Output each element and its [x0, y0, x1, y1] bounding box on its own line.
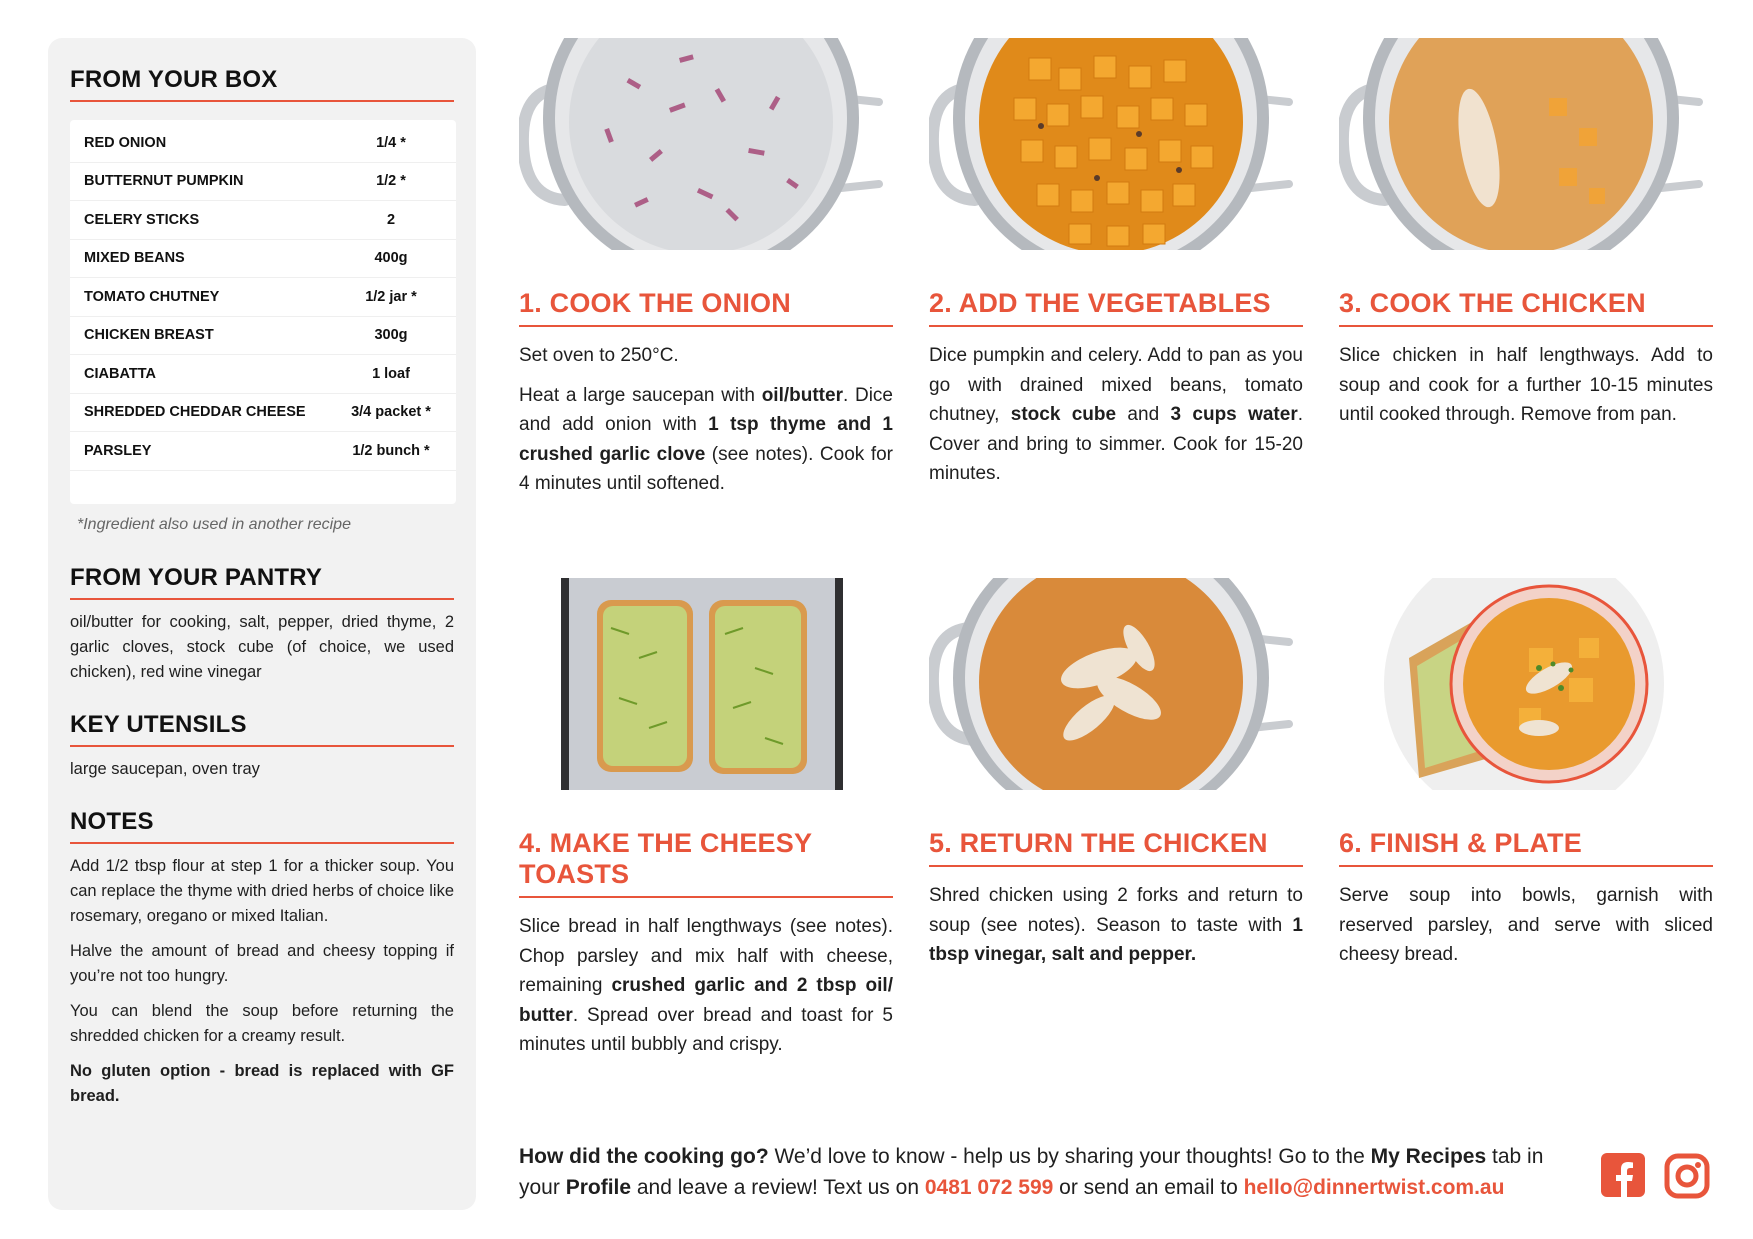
- gluten-free-note: No gluten option - bread is replaced with GF bread.: [70, 1062, 454, 1105]
- table-row: [70, 355, 456, 394]
- my-recipes-link[interactable]: My Recipes: [1370, 1145, 1487, 1168]
- note-paragraph: You can blend the soup before returning the shredded chicken for a creamy result.: [70, 1002, 454, 1045]
- facebook-icon[interactable]: [1601, 1153, 1645, 1197]
- shredded-chicken-pan-photo: [929, 578, 1293, 790]
- ingredient-name: RED ONION: [84, 134, 167, 151]
- step-1-title: 1. COOK THE ONION: [519, 288, 893, 327]
- notes-heading: NOTES: [70, 808, 454, 844]
- step-1-body: [519, 341, 893, 499]
- table-row: [70, 394, 456, 433]
- table-row: [70, 240, 456, 279]
- note-paragraph: Add 1/2 tbsp flour at step 1 for a thicker soup. You can replace the thyme with dried herbs of choice like rosemary, oregano or mixed Italian.: [70, 857, 454, 925]
- pantry-heading: FROM YOUR PANTRY: [70, 564, 454, 600]
- step-2-body: Dice pumpkin and celery. Add to pan as you go with drained mixed beans, tomato chutney, stock cube and 3 cups water. Cover and bring to simmer. Cook for 15-20 minutes.: [929, 345, 1303, 484]
- step-6: [1339, 578, 1713, 970]
- profile-link[interactable]: Profile: [565, 1176, 632, 1199]
- utensils-text: large saucepan, oven tray: [70, 760, 260, 778]
- step-5: [929, 578, 1303, 970]
- table-row: [70, 317, 456, 356]
- step-4-body: Slice bread in half lengthways (see notes). Chop parsley and mix half with cheese, remaining crushed garlic and 2 tbsp oil/ butter. Spread over bread and toast for 5 minutes until bubbly and crispy.: [519, 916, 893, 1055]
- ingredient-name: CHICKEN BREAST: [84, 327, 214, 344]
- ingredient-qty: 300g: [374, 327, 408, 344]
- cheesy-toasts-photo: [519, 578, 883, 790]
- ingredient-name: CIABATTA: [84, 365, 156, 382]
- ingredient-qty: 1 loaf: [372, 365, 410, 382]
- step-6-title: 6. FINISH & PLATE: [1339, 828, 1713, 867]
- vegetables-pan-photo: [929, 38, 1293, 250]
- notes-section: [70, 808, 454, 1109]
- step-3-body: Slice chicken in half lengthways. Add to soup and cook for a further 10-15 minutes until cooked through. Remove from pan.: [1339, 345, 1713, 425]
- ingredients-sidebar: [48, 38, 476, 1210]
- table-row: [70, 278, 456, 317]
- step-1: [519, 38, 893, 499]
- utensils-heading: KEY UTENSILS: [70, 711, 454, 747]
- pantry-section: [70, 564, 454, 685]
- ingredient-qty: 3/4 packet *: [351, 404, 431, 421]
- email-link[interactable]: hello@dinnertwist.com.au: [1243, 1176, 1505, 1199]
- step-5-body: Shred chicken using 2 forks and return to soup (see notes). Season to taste with 1 tbsp vinegar, salt and pepper.: [929, 885, 1303, 965]
- ingredient-qty: 2: [386, 211, 396, 228]
- step-5-title: 5. RETURN THE CHICKEN: [929, 828, 1303, 867]
- phone-link[interactable]: 0481 072 599: [924, 1176, 1054, 1199]
- ingredient-name: PARSLEY: [84, 442, 152, 459]
- pantry-text: oil/butter for cooking, salt, pepper, dried thyme, 2 garlic cloves, stock cube (of choice, we used chicken), red wine vinegar: [70, 613, 454, 681]
- ingredient-name: TOMATO CHUTNEY: [84, 288, 220, 305]
- ingredient-name: SHREDDED CHEDDAR CHEESE: [84, 404, 306, 421]
- ingredient-qty: 1/2 *: [376, 173, 406, 190]
- from-box-heading: FROM YOUR BOX: [70, 66, 454, 102]
- step-3: [1339, 38, 1713, 430]
- utensils-section: [70, 711, 454, 782]
- step-3-title: 3. COOK THE CHICKEN: [1339, 288, 1713, 327]
- feedback-question: How did the cooking go?: [519, 1145, 769, 1168]
- step-1-p1: Set oven to 250°C.: [519, 345, 679, 366]
- table-row: [70, 432, 456, 471]
- step-4: [519, 578, 893, 1060]
- ingredient-qty: 1/4 *: [376, 134, 406, 151]
- onion-pan-photo: [519, 38, 883, 250]
- ingredient-footnote: *Ingredient also used in another recipe: [77, 516, 351, 533]
- ingredient-qty: 1/2 jar *: [365, 288, 417, 305]
- step-1-p2: Heat a large saucepan with oil/butter. Dice and add onion with 1 tsp thyme and 1 crushed garlic clove (see notes). Cook for 4 minutes until softened.: [519, 384, 893, 494]
- feedback-footer: How did the cooking go? We’d love to know - help us by sharing your thoughts! Go to the My Recipes tab in your Profile and leave a review! Text us on 0481 072 599 or send an email to hello@dinnertwist.com.au: [519, 1145, 1544, 1199]
- ingredient-name: BUTTERNUT PUMPKIN: [84, 173, 244, 190]
- table-row: [70, 124, 456, 163]
- ingredient-name: CELERY STICKS: [84, 211, 200, 228]
- instagram-icon[interactable]: [1664, 1153, 1710, 1199]
- table-row: [70, 201, 456, 240]
- table-row: [70, 163, 456, 202]
- step-2-title: 2. ADD THE VEGETABLES: [929, 288, 1303, 327]
- chicken-pan-photo: [1339, 38, 1703, 250]
- plated-soup-photo: [1339, 578, 1703, 790]
- ingredient-qty: 400g: [374, 250, 408, 267]
- ingredient-name: MIXED BEANS: [84, 250, 185, 267]
- ingredient-qty: 1/2 bunch *: [352, 442, 430, 459]
- note-paragraph: Halve the amount of bread and cheesy topping if you’re not too hungry.: [70, 942, 454, 985]
- notes-body: [70, 854, 454, 1109]
- step-6-body: Serve soup into bowls, garnish with reserved parsley, and serve with sliced cheesy bread.: [1339, 885, 1713, 965]
- step-4-title: 4. MAKE THE CHEESY TOASTS: [519, 828, 893, 898]
- ingredients-table: [70, 120, 456, 504]
- step-2: [929, 38, 1303, 489]
